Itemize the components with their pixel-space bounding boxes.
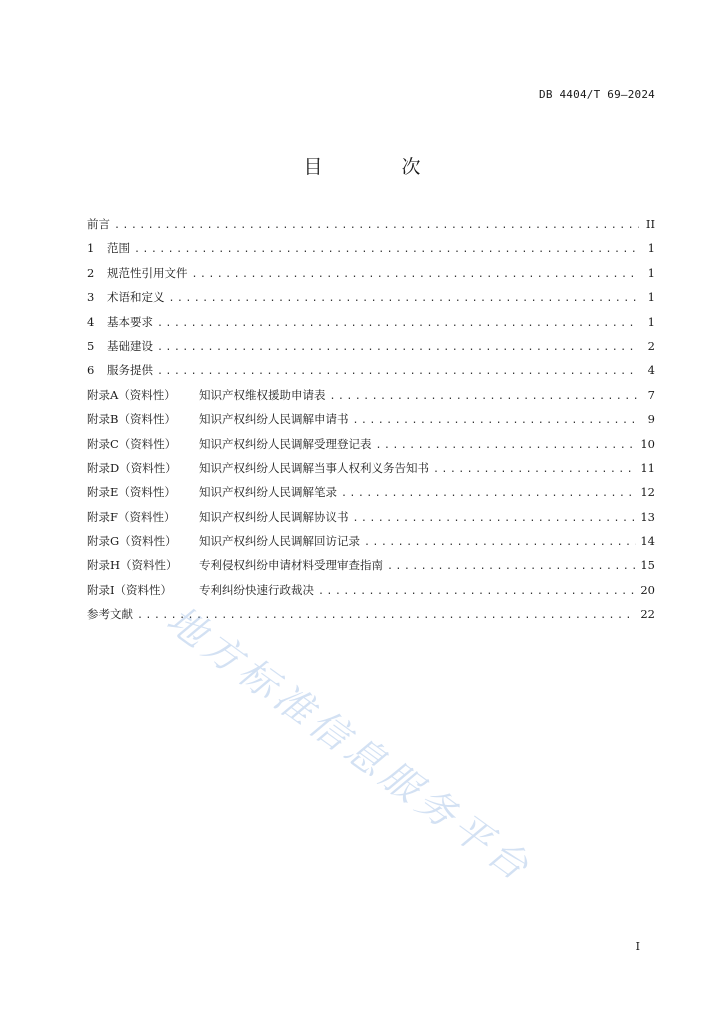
toc-entry-page: 10 (640, 436, 655, 451)
toc-entry-label: 前言 (87, 217, 110, 231)
toc-entry-page: 9 (647, 412, 655, 427)
toc-entry[interactable] (87, 509, 655, 533)
toc-entry-page: 22 (640, 607, 655, 622)
toc-entry-page: 13 (640, 509, 655, 524)
toc-entry-annex: 附录H（资料性） (87, 558, 178, 573)
toc-leader-dots (364, 537, 636, 548)
toc-entry[interactable] (87, 265, 655, 289)
toc-entry-label: 专利侵权纠纷申请材料受理审查指南 (199, 558, 383, 573)
toc-entry-label: 知识产权纠纷人民调解受理登记表 (199, 436, 372, 451)
toc-leader-dots (376, 440, 637, 451)
toc-entry[interactable] (87, 216, 655, 240)
toc-entry-page: 2 (647, 338, 655, 353)
toc-entry[interactable] (87, 387, 655, 411)
toc-entry[interactable] (87, 362, 655, 386)
toc-leader-dots (157, 318, 639, 329)
table-of-contents (87, 216, 655, 631)
toc-entry-annex: 附录G（资料性） (87, 534, 177, 549)
toc-entry-number: 6 (87, 363, 95, 378)
toc-entry-page: 11 (640, 460, 655, 475)
watermark: 地方标准信息服务平台 (158, 597, 541, 892)
toc-title: 目 次 (303, 156, 451, 178)
toc-entry-label: 服务提供 (107, 363, 153, 378)
toc-entry[interactable] (87, 411, 655, 435)
toc-entry-annex: 附录E（资料性） (87, 485, 176, 500)
toc-entry-label: 规范性引用文件 (107, 265, 188, 280)
toc-entry-page: 14 (640, 534, 655, 549)
toc-entry[interactable] (87, 484, 655, 508)
toc-entry[interactable] (87, 338, 655, 362)
toc-leader-dots (341, 488, 636, 499)
toc-entry-annex: 附录B（资料性） (87, 412, 176, 427)
document-code: DB 4404/T 69—2024 (539, 88, 655, 101)
toc-leader-dots (387, 561, 636, 572)
toc-leader-dots (134, 244, 639, 255)
toc-entry-label: 术语和定义 (107, 290, 165, 305)
toc-leader-dots (433, 464, 636, 475)
toc-entry-annex: 附录A（资料性） (87, 387, 176, 402)
toc-leader-dots (353, 415, 640, 426)
toc-leader-dots (169, 293, 640, 304)
toc-entry-page: 12 (640, 485, 655, 500)
toc-entry-label: 范围 (107, 241, 130, 256)
toc-entry-label: 知识产权纠纷人民调解笔录 (199, 485, 337, 500)
toc-entry-annex: 附录I（资料性） (87, 582, 173, 597)
toc-entry-label: 知识产权纠纷人民调解申请书 (199, 412, 349, 427)
toc-leader-dots (114, 220, 639, 231)
toc-entry[interactable] (87, 240, 655, 264)
toc-entry[interactable] (87, 582, 655, 606)
toc-entry-number: 4 (87, 314, 95, 329)
toc-entry-label: 知识产权维权援助申请表 (199, 387, 326, 402)
toc-entry-page: 7 (647, 387, 655, 402)
toc-entry-page: 1 (647, 314, 655, 329)
toc-entry-number: 3 (87, 290, 95, 305)
toc-entry-page: 1 (647, 265, 655, 280)
toc-entry[interactable] (87, 557, 655, 581)
toc-leader-dots (318, 586, 636, 597)
toc-entry-label: 知识产权纠纷人民调解当事人权利义务告知书 (199, 460, 429, 475)
page-number: I (635, 940, 640, 953)
toc-entry-page: 1 (647, 290, 655, 305)
toc-entry-label: 知识产权纠纷人民调解回访记录 (199, 534, 360, 549)
toc-entry-label: 专利纠纷快速行政裁决 (199, 582, 314, 597)
toc-entry[interactable] (87, 289, 655, 313)
toc-entry-page: 15 (640, 558, 655, 573)
toc-entry[interactable] (87, 436, 655, 460)
toc-entry-page: 1 (647, 241, 655, 256)
toc-leader-dots (192, 269, 640, 280)
toc-entry-label: 参考文献 (87, 607, 133, 622)
toc-entry-page: 4 (647, 363, 655, 378)
toc-leader-dots (157, 366, 639, 377)
toc-entry-number: 1 (87, 241, 95, 256)
toc-leader-dots (330, 391, 640, 402)
toc-leader-dots (353, 513, 637, 524)
toc-entry-label: 知识产权纠纷人民调解协议书 (199, 509, 349, 524)
toc-entry-number: 2 (87, 265, 95, 280)
toc-entry-number: 5 (87, 338, 95, 353)
toc-entry-page: II (645, 217, 655, 231)
toc-entry-label: 基础建设 (107, 338, 153, 353)
toc-entry-page: 20 (640, 582, 655, 597)
toc-entry-label: 基本要求 (107, 314, 153, 329)
toc-entry[interactable] (87, 533, 655, 557)
toc-entry[interactable] (87, 460, 655, 484)
toc-entry-annex: 附录C（资料性） (87, 436, 177, 451)
toc-entry-annex: 附录D（资料性） (87, 460, 177, 475)
toc-entry-annex: 附录F（资料性） (87, 509, 176, 524)
toc-leader-dots (157, 342, 639, 353)
toc-entry[interactable] (87, 314, 655, 338)
